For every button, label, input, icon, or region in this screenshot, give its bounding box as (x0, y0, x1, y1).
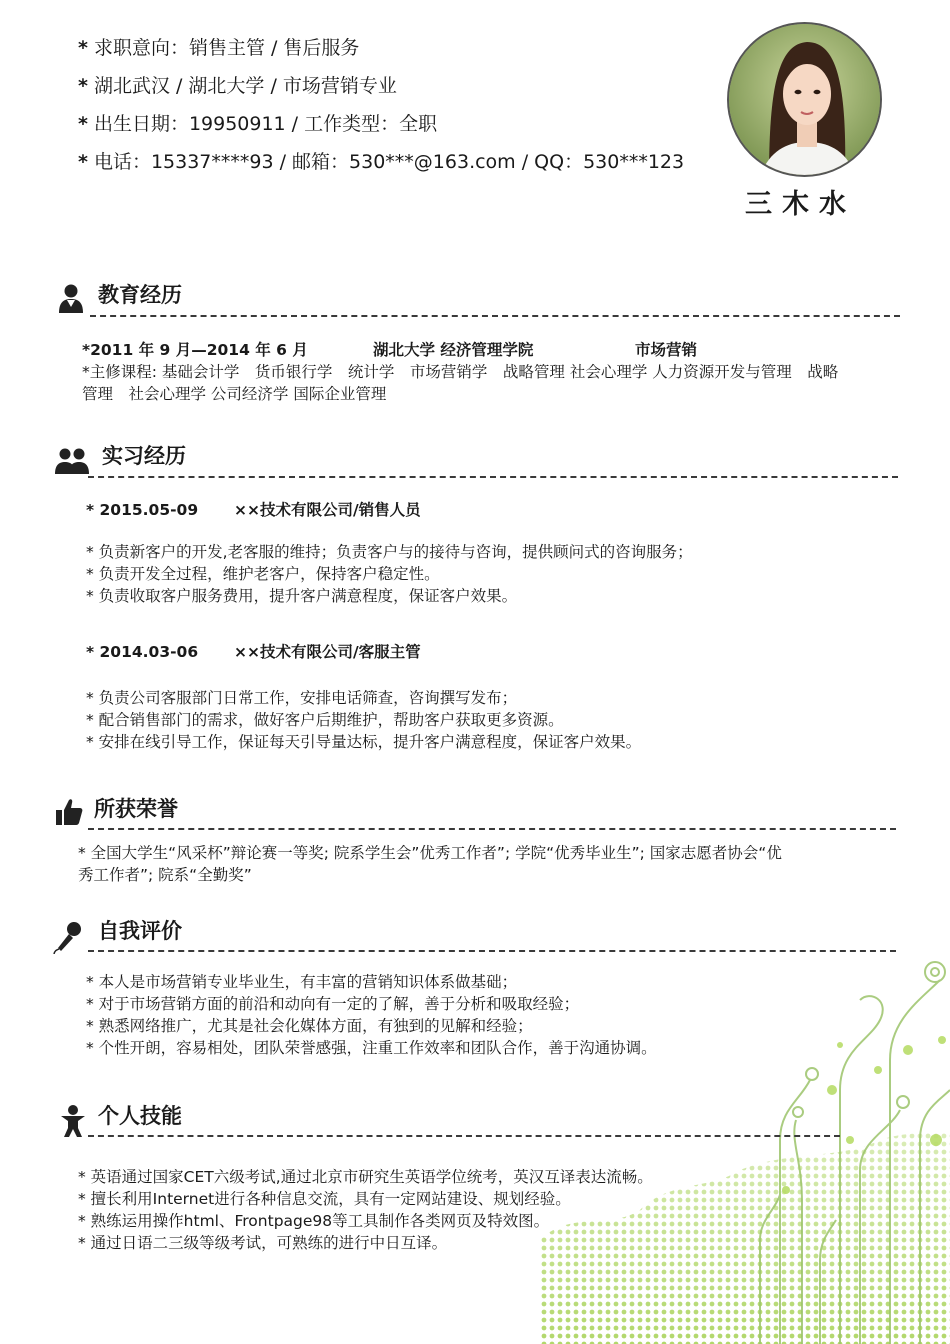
education-major: 市场营销 (635, 341, 698, 359)
education-courses-line1: *主修课程: 基础会计学 货币银行学 统计学 市场营销学 战略管理 社会心理学 人力资源开发与管理 战略 (82, 363, 839, 381)
divider-skills (88, 1135, 840, 1137)
divider-internship (88, 476, 898, 478)
job-2-duty-1: * 负责公司客服部门日常工作，安排电话筛查，咨询撰写发布； (86, 689, 518, 707)
microphone-icon (52, 920, 82, 952)
section-title-honors: 所获荣誉 (94, 797, 178, 821)
job-2-duty-2: * 配合销售部门的需求，做好客户后期维护，帮助客户获取更多资源。 (86, 711, 564, 729)
job-1-company: ××技术有限公司/销售人员 (234, 501, 421, 519)
skills-line-2: * 擅长利用Internet进行各种信息交流，具有一定网站建设、规划经验。 (78, 1190, 571, 1208)
person-icon (58, 1104, 88, 1136)
job-2-company: ××技术有限公司/客服主管 (234, 643, 421, 661)
thumbs-up-icon (54, 796, 84, 828)
profile-photo (727, 22, 882, 177)
section-title-internship: 实习经历 (102, 444, 186, 468)
divider-education (90, 315, 900, 317)
self-eval-line-2: * 对于市场营销方面的前沿和动向有一定的了解，善于分析和吸取经验； (86, 995, 580, 1013)
education-school: 湖北大学 经济管理学院 (373, 341, 534, 359)
section-title-self-eval: 自我评价 (98, 919, 182, 943)
job-2-date: * 2014.03-06 (86, 643, 199, 661)
job-1-duty-2: * 负责开发全过程，维护老客户，保持客户稳定性。 (86, 565, 440, 583)
self-eval-line-4: * 个性开朗，容易相处，团队荣誉感强，注重工作效率和团队合作，善于沟通协调。 (86, 1039, 657, 1057)
job-1-duty-1: * 负责新客户的开发,老客服的维持；负责客户与的接待与咨询，提供顾问式的咨询服务； (86, 543, 693, 561)
section-title-skills: 个人技能 (98, 1104, 182, 1128)
job-1-date: * 2015.05-09 (86, 501, 199, 519)
candidate-name: 三木水 (745, 189, 856, 220)
student-icon (56, 282, 86, 314)
self-eval-line-3: * 熟悉网络推广，尤其是社会化媒体方面，有独到的见解和经验； (86, 1017, 533, 1035)
people-icon (54, 444, 90, 476)
job-2-duty-3: * 安排在线引导工作，保证每天引导量达标，提升客户满意程度，保证客户效果。 (86, 733, 642, 751)
skills-line-4: * 通过日语二三级等级考试，可熟练的进行中日互译。 (78, 1234, 448, 1252)
decorative-plant-background (540, 940, 950, 1344)
info-line-contact: * 电话：15337****93 / 邮箱：530***@163.com / QQ：530***123 (78, 151, 685, 173)
education-period: *2011 年 9 月—2014 年 6 月 (82, 341, 308, 359)
job-1-duty-3: * 负责收取客户服务费用，提升客户满意程度，保证客户效果。 (86, 587, 518, 605)
section-title-education: 教育经历 (98, 283, 182, 307)
info-line-job-intention: * 求职意向：销售主管 / 售后服务 (78, 37, 360, 59)
skills-line-1: * 英语通过国家CET六级考试,通过北京市研究生英语学位统考，英汉互译表达流畅。 (78, 1168, 653, 1186)
honors-line2: 秀工作者”; 院系“全勤奖” (78, 866, 252, 884)
divider-honors (88, 828, 896, 830)
portrait-illustration (729, 24, 882, 177)
honors-line1: * 全国大学生“风采杯”辩论赛一等奖; 院系学生会”优秀工作者”; 学院“优秀毕业生”; 国家志愿者协会“优 (78, 844, 782, 862)
info-line-birth: * 出生日期：19950911 / 工作类型：全职 (78, 113, 438, 135)
education-courses-line2: 管理 社会心理学 公司经济学 国际企业管理 (82, 385, 387, 403)
self-eval-line-1: * 本人是市场营销专业毕业生，有丰富的营销知识体系做基础； (86, 973, 518, 991)
info-line-location: * 湖北武汉 / 湖北大学 / 市场营销专业 (78, 75, 397, 97)
skills-line-3: * 熟练运用操作html、Frontpage98等工具制作各类网页及特效图。 (78, 1212, 550, 1230)
